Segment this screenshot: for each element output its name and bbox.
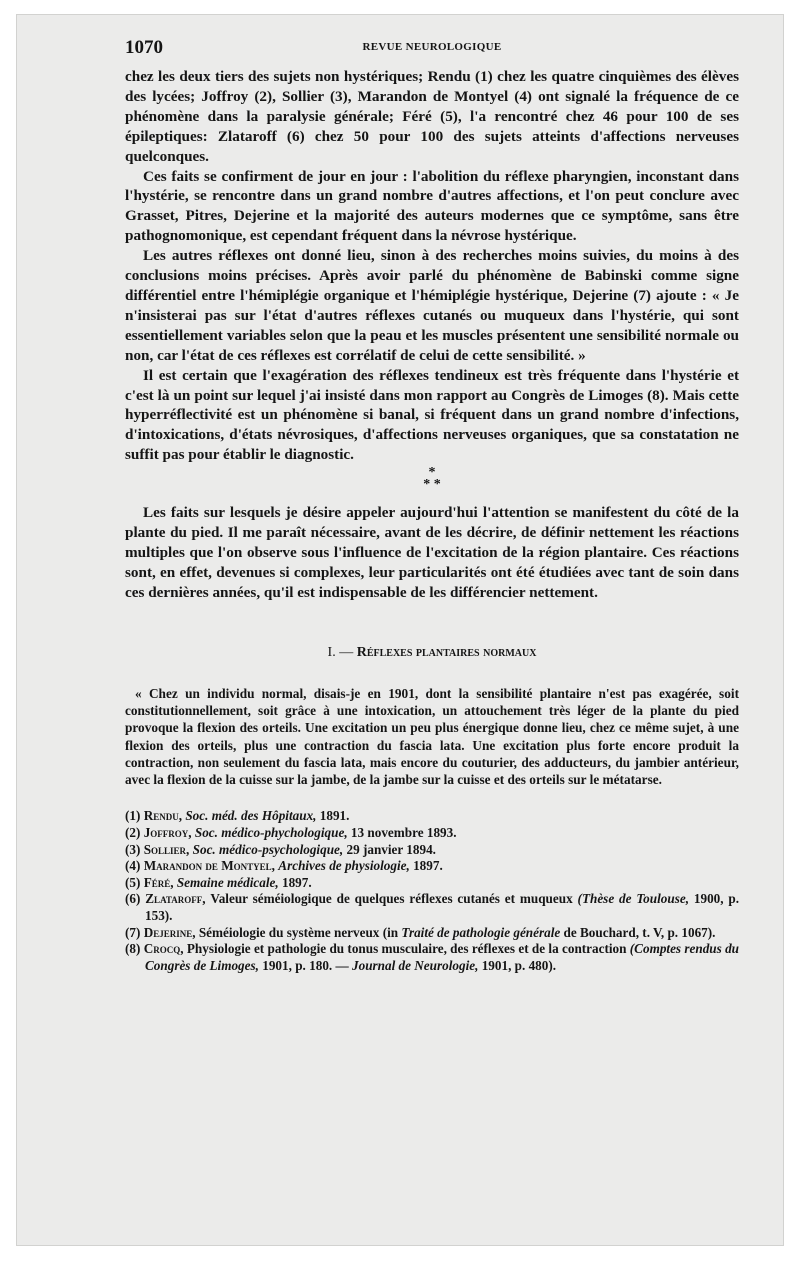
footnote [125, 925, 739, 942]
footnote-title: Soc. méd. des Hôpitaux, [185, 808, 317, 824]
footnote-author: Dejerine, [143, 924, 196, 940]
footnote-number: (1) [125, 808, 141, 824]
paragraph: Les autres réflexes ont donné lieu, sinon à des recherches moins suivies, du moins à des conclusions moins précises. Après avoir parlé du phénomène de Babinski comme signe différentiel entre l'hémiplégie organique et l'hémiplégie hystérique, Dejerine (7) ajoute : « Je n'insisterai pas sur l'état d'autres réflexes cutanés ou muqueux dans l'hystérie, qui sont essentiellement variables selon que la peau et les muscles présentent une sensibilité normale ou non, car l'état de ces réflexes est corrélatif de celui de cette sensibilité. » [125, 247, 739, 364]
footnote-detail: 29 janvier 1894. [346, 841, 436, 857]
journal-title: REVUE NEUROLOGIQUE [362, 41, 502, 53]
footnote-number: (8) [125, 941, 141, 957]
footnote-number: (7) [125, 924, 141, 940]
footnote-detail: 13 novembre 1893. [350, 825, 457, 841]
body-text [125, 67, 739, 603]
footnote-title: (Thèse de Toulouse, [577, 891, 689, 907]
footnote-detail: 1900, p. 153). [145, 891, 740, 923]
footnote [125, 842, 739, 859]
section-heading [125, 645, 739, 661]
footnote-text: Physiologie et pathologie du tonus musculaire, des réflexes et de la contraction [186, 941, 627, 957]
footnote-title: Soc. médico-phychologique, [194, 825, 348, 841]
footnote-text: Séméiologie du système nerveux (in [198, 924, 399, 940]
running-head [125, 37, 739, 67]
footnote-author: Féré, [143, 874, 174, 890]
footnote [125, 858, 739, 875]
footnote [125, 891, 739, 924]
footnote-author: Zlataroff, [145, 891, 206, 907]
footnote-text: Valeur séméiologique de quelques réflexes cutanés et muqueux [210, 891, 573, 907]
footnote-title: (Comptes rendus du Congrès de Limoges, [145, 941, 740, 973]
footnote [125, 808, 739, 825]
footnote [125, 941, 739, 974]
footnotes [125, 808, 739, 974]
paragraph: Les faits sur lesquels je désire appeler aujourd'hui l'attention se manifestent du côté de la plante du pied. Il me paraît nécessaire, avant de les décrire, de définir nettement les réactions multiples que l'on observe sous l'influence de l'excitation de la région plantaire. Ces réactions sont, en effet, devenues si complexes, leur particularités ont été étudiées avec tant de soin dans ces dernières années, qu'il est indispensable de les différencier nettement. [125, 504, 739, 601]
footnote-title: Archives de physiologie, [278, 858, 410, 874]
page-content [125, 37, 739, 974]
page-number: 1070 [125, 37, 163, 58]
footnote-author: Crocq, [143, 941, 184, 957]
footnote-detail: 1901, p. 180. — [262, 957, 349, 973]
asterism-bottom: * * [423, 477, 441, 493]
footnote-detail: 1897. [413, 858, 443, 874]
footnote-author: Joffroy, [143, 825, 192, 841]
footnote-detail: de Bouchard, t. V, p. 1067). [563, 924, 716, 940]
footnote-title-2: Journal de Neurologie, [352, 957, 479, 973]
footnote-author: Rendu, [143, 808, 183, 824]
footnote-title: Traité de pathologie générale [401, 924, 561, 940]
footnote-detail-2: 1901, p. 480). [481, 957, 557, 973]
footnote-author: Marandon de Montyel, [143, 858, 275, 874]
asterism-separator [125, 467, 739, 491]
footnote-number: (2) [125, 825, 141, 841]
asterism-top: * [428, 465, 436, 481]
scanned-page [16, 14, 784, 1246]
paragraph: Ces faits se confirment de jour en jour : l'abolition du réflexe pharyngien, inconstant dans l'hystérie, se rencontre dans un grand nombre d'autres affections, et l'on peut conclure avec Grasset, Pitres, Dejerine et la majorité des auteurs modernes que ce symptôme, sans être pathognomonique, est cependant fréquent dans la névrose hystérique. [125, 167, 739, 245]
footnote-number: (6) [125, 891, 141, 907]
footnote-number: (4) [125, 858, 141, 874]
section-title: Réflexes plantaires normaux [356, 644, 537, 660]
paragraph-continued: chez les deux tiers des sujets non hystériques; Rendu (1) chez les quatre cinquièmes des élèves des lycées; Joffroy (2), Sollier (3), Marandon de Montyel (4) ont signalé la fréquence de ce phénomène dans la paralysie générale; Féré (5), l'a rencontré chez 46 pour 100 de ses épileptiques: Zlataroff (6) chez 50 pour 100 des sujets atteints d'affections nerveuses quelconques. [125, 68, 739, 165]
section-number: I. — [327, 644, 354, 660]
footnote-author: Sollier, [143, 841, 190, 857]
footnote-title: Semaine médicale, [176, 874, 279, 890]
footnote [125, 825, 739, 842]
footnote [125, 875, 739, 892]
paragraph: Il est certain que l'exagération des réflexes tendineux est très fréquente dans l'hystérie et c'est là un point sur lequel j'ai insisté dans mon rapport au Congrès de Limoges (8). Mais cette hyperréflectivité est un phénomène si banal, si fréquent dans un grand nombre d'infections, d'intoxications, d'états névrosiques, d'affections nerveuses organiques, que sa constatation ne suffit pas pour établir le diagnostic. [125, 366, 739, 464]
block-quote: « Chez un individu normal, disais-je en 1901, dont la sensibilité plantaire n'est pas exagérée, soit constitutionnellement, soit grâce à une intoxication, un attouchement très léger de la plante du pied provoque la flexion des orteils. Une excitation un peu plus énergique donne lieu, chez ce même sujet, à une flexion des orteils, plus une contraction du fascia lata. Une excitation plus forte encore produit la contraction, non seulement du fascia lata, mais encore du couturier, des adducteurs, du jambier antérieur, avec la flexion de la cuisse sur la jambe, de la jambe sur la cuisse et des orteils sur le métatarse. [125, 685, 739, 788]
footnote-number: (3) [125, 841, 141, 857]
footnote-number: (5) [125, 874, 141, 890]
footnote-title: Soc. médico-psychologique, [192, 841, 344, 857]
footnote-detail: 1891. [319, 808, 350, 824]
footnote-detail: 1897. [281, 874, 312, 890]
